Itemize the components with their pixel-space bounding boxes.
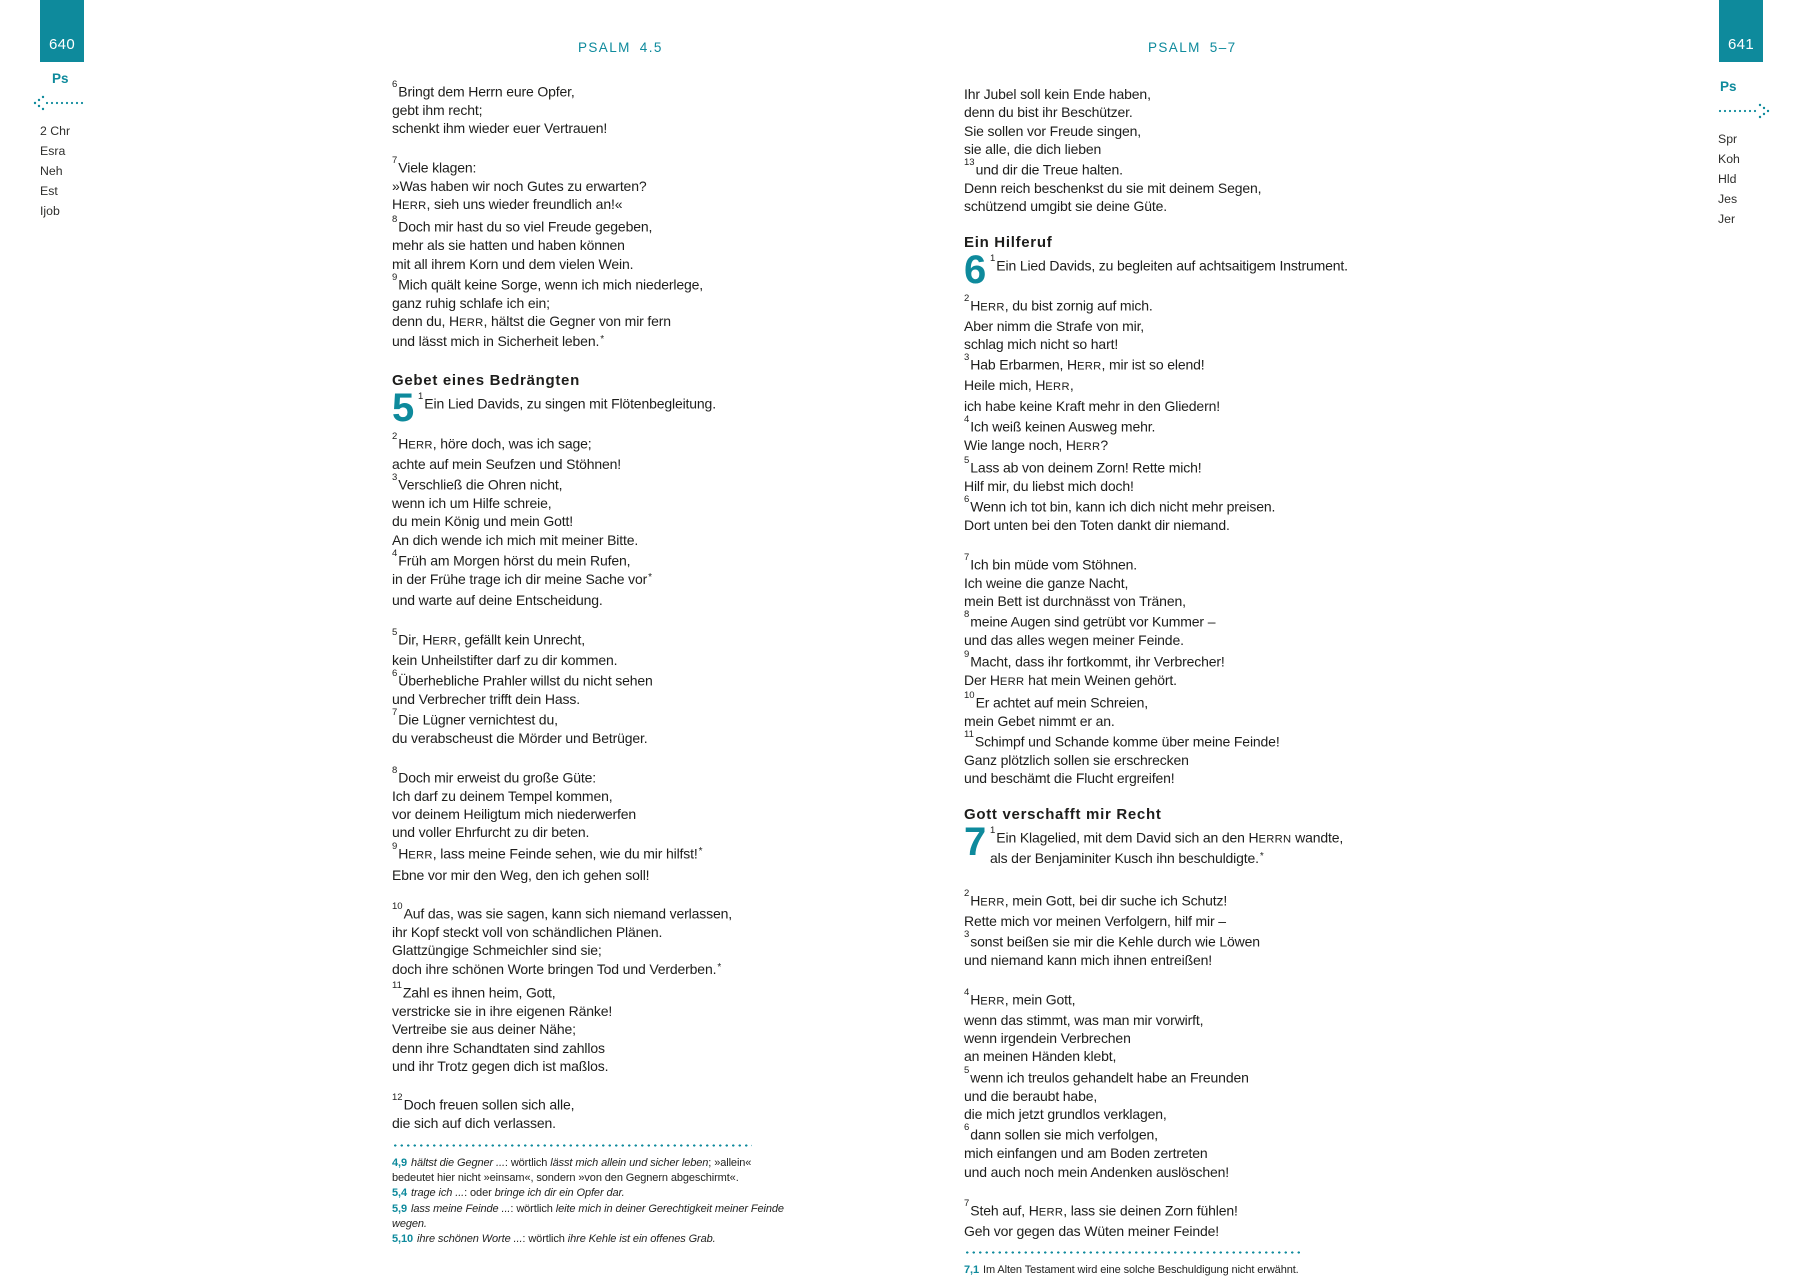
verse-number: 6 <box>392 79 398 90</box>
verse-line: $^8$Doch mir hast du so viel Freude gegeben, <box>392 214 653 236</box>
verse-number: 2 <box>392 430 398 442</box>
footnote <box>964 1263 1364 1278</box>
stanza <box>392 1093 792 1132</box>
stanza <box>392 628 792 748</box>
verse-line: An dich wende ich mich mit meiner Bitte. <box>392 531 639 548</box>
footnote <box>392 1186 792 1201</box>
footnote <box>392 1202 792 1233</box>
verse-number: 9 <box>392 840 398 852</box>
footnotes <box>392 1156 792 1248</box>
footnote-star: * <box>717 961 722 973</box>
verse-line: doch ihre schönen Worte bringen Tod und Verderben.* <box>392 960 722 977</box>
divine-name-smallcaps: ERR <box>980 995 1005 1008</box>
sidebar-book: Koh <box>1718 152 1740 166</box>
verse-number: 6 <box>964 1122 970 1134</box>
verse-line: »Was haben wir noch Gutes zu erwarten? <box>392 177 647 194</box>
divine-name-smallcaps: ERR <box>1075 440 1101 453</box>
verse-line: $^1$Ein Lied Davids, zu singen mit Flötenbegleitung. <box>418 390 716 412</box>
verse-line: Hilf mir, du liebst mich doch! <box>964 478 1134 495</box>
verse-number: 1 <box>418 390 424 402</box>
verse-line: $^2$HERR, mein Gott, bei dir suche ich Schutz! <box>964 888 1228 909</box>
verse-number: 4 <box>964 413 970 425</box>
verse-line: die mich jetzt grundlos verklagen, <box>964 1106 1167 1122</box>
stanza <box>964 294 1364 535</box>
verse-line: $^1$Ein Lied Davids, zu begleiten auf achtsaitigem Instrument. <box>990 252 1348 274</box>
verse-line: $^5$Dir, HERR, gefällt kein Unrecht, <box>392 626 585 648</box>
verse-line: Ihr Jubel soll kein Ende haben, <box>964 86 1151 102</box>
header-book-label: PSALM <box>578 40 631 55</box>
verse-line: mehr als sie hatten und haben können <box>392 237 625 254</box>
verse-line: $^{13}$und dir die Treue halten. <box>964 157 1123 178</box>
verse-number: 2 <box>964 888 970 900</box>
sidebar-book: Neh <box>40 164 63 178</box>
verse-line: $^2$HERR, höre doch, was ich sage; <box>392 430 592 452</box>
verse-line: verstricke sie in ihre eigenen Ränke! <box>392 1003 613 1019</box>
verse-line: in der Frühe trage ich dir meine Sache vor* <box>392 570 652 587</box>
footnote-text: : wörtlich <box>522 1233 568 1246</box>
chapter-block <box>964 819 1364 870</box>
verse-line: $^7$Steh auf, HERR, lass sie deinen Zorn fühlen! <box>964 1198 1238 1219</box>
sidebar-left <box>40 72 110 221</box>
sidebar-book-list <box>40 121 110 221</box>
sidebar-current-book: Ps <box>52 71 69 86</box>
running-header-left <box>578 40 663 55</box>
verse-line: du verabscheust die Mörder und Betrüger. <box>392 730 648 747</box>
verse-number: 4 <box>392 547 398 559</box>
psalm-heading: Ein Hilferuf <box>964 234 1053 252</box>
verse-line: schenkt ihm wieder euer Vertrauen! <box>392 120 608 137</box>
verse-number: 10 <box>392 901 403 913</box>
sidebar-book: Esra <box>40 144 66 158</box>
page-number-box-right <box>1719 0 1763 62</box>
divine-name-smallcaps: ERRN <box>1258 833 1292 846</box>
divine-name-smallcaps: ERR <box>980 301 1005 314</box>
header-psalm-range: 5–7 <box>1209 40 1237 55</box>
verse-line: $^{10}$Auf das, was sie sagen, kann sich niemand verlassen, <box>392 901 732 922</box>
divine-name-smallcaps: ERR <box>1038 1206 1064 1219</box>
verse-number: 7 <box>964 1198 970 1210</box>
stanza <box>964 1199 1364 1240</box>
text-column-right <box>964 85 1364 1279</box>
verse-number: 3 <box>392 472 398 484</box>
verse-line: und niemand kann mich ihnen entreißen! <box>964 952 1213 969</box>
verse-line: und Verbrecher trifft dein Hass. <box>392 690 580 707</box>
verse-line: du mein König und mein Gott! <box>392 513 574 530</box>
verse-line: wenn irgendein Verbrechen <box>964 1030 1131 1047</box>
sidebar-book: 2 Chr <box>40 124 71 138</box>
sidebar-book: Est <box>40 184 58 198</box>
stanza <box>964 553 1364 788</box>
verse-number: 7 <box>392 707 398 719</box>
verse-line: $^{10}$Er achtet auf mein Schreien, <box>964 689 1149 711</box>
footnote-ref: 4,9 <box>392 1156 407 1169</box>
footnote-text: leite mich in deiner Gerechtigkeit meiner Feinde wegen. <box>392 1202 784 1230</box>
footnote-text: Im Alten Testament wird eine solche Beschuldigung nicht erwähnt. <box>983 1264 1299 1277</box>
verse-line: gebt ihm recht; <box>392 101 483 118</box>
chapter-number: 5 <box>392 385 415 430</box>
verse-number: 5 <box>964 1064 970 1076</box>
sidebar-current-book: Ps <box>1720 79 1737 94</box>
verse-line: Wie lange noch, HERR? <box>964 436 1109 453</box>
page-number: 641 <box>1728 36 1754 53</box>
verse-line: Der HERR hat mein Weinen gehört. <box>964 671 1177 688</box>
stanza <box>392 80 792 138</box>
verse-line: $^7$Ich bin müde vom Stöhnen. <box>964 551 1137 573</box>
stanza <box>964 988 1364 1181</box>
verse-line: Aber nimm die Strafe von mir, <box>964 317 1145 334</box>
verse-number: 1 <box>990 252 996 264</box>
verse-line: mit all ihrem Korn und dem vielen Wein. <box>392 255 634 272</box>
sidebar-right <box>1718 80 1788 229</box>
footnote-star: * <box>698 846 703 858</box>
verse-line: die sich auf dich verlassen. <box>392 1115 556 1132</box>
divine-name-smallcaps: ERR <box>980 896 1005 909</box>
verse-line: HERR, sieh uns wieder freundlich an!« <box>392 196 623 213</box>
verse-line: $^9$Mich quält keine Sorge, wenn ich mich niederlege, <box>392 271 704 293</box>
verse-line: Ganz plötzlich sollen sie erschrecken <box>964 752 1189 769</box>
verse-line: $^5$Lass ab von deinem Zorn! Rette mich! <box>964 455 1202 476</box>
footnote-ref: 5,4 <box>392 1187 407 1200</box>
verse-line: Rette mich vor meinen Verfolgern, hilf mir – <box>964 913 1226 930</box>
verse-line: Geh vor gegen das Wüten meiner Feinde! <box>964 1223 1220 1240</box>
verse-line: $^3$Verschließ die Ohren nicht, <box>392 472 563 493</box>
footnote <box>392 1232 792 1247</box>
verse-line: $^5$wenn ich treulos gehandelt habe an Freunden <box>964 1064 1249 1086</box>
verse-line: denn du bist ihr Beschützer. <box>964 104 1133 121</box>
verse-line: $^4$Ich weiß keinen Ausweg mehr. <box>964 413 1156 435</box>
verse-number: 8 <box>392 214 398 226</box>
verse-number: 5 <box>964 455 970 467</box>
verse-line: als der Benjaminiter Kusch ihn beschuldigte.* <box>990 849 1264 866</box>
verse-line: mein Gebet nimmt er an. <box>964 712 1115 729</box>
footnote-star: * <box>1259 850 1264 862</box>
verse-number: 9 <box>392 271 398 283</box>
divine-name-smallcaps: ERR <box>432 635 457 648</box>
footnote-star: * <box>648 571 652 583</box>
footnote-ref: 5,9 <box>392 1202 407 1215</box>
chapter-block <box>392 385 792 430</box>
verse-line: und beschämt die Flucht ergreifen! <box>964 770 1175 787</box>
footnote <box>392 1156 792 1187</box>
verse-line: und auch noch mein Andenken auslöschen! <box>964 1163 1230 1180</box>
sidebar-book-list <box>1718 129 1788 229</box>
footnote-text: lass meine Feinde ... <box>411 1202 511 1215</box>
verse-line: achte auf mein Seufzen und Stöhnen! <box>392 455 622 472</box>
divine-name-smallcaps: ERR <box>408 439 433 452</box>
verse-line: $^8$Doch mir erweist du große Güte: <box>392 764 596 786</box>
footnote-text: hältst die Gegner ... <box>411 1156 505 1169</box>
verse-line: $^6$Bringt dem Herrn eure Opfer, <box>392 79 575 100</box>
footnotes <box>964 1263 1364 1278</box>
psalm-heading: Gott verschafft mir Recht <box>964 806 1162 824</box>
chapter-number: 6 <box>964 247 987 292</box>
verse-line: Denn reich beschenkst du sie mit deinem Segen, <box>964 180 1262 197</box>
stanza <box>392 156 792 354</box>
bible-position-marker-icon <box>33 95 85 111</box>
verse-line: mein Bett ist durchnässt von Tränen, <box>964 593 1186 610</box>
footnote-ref: 7,1 <box>964 1264 979 1277</box>
footnote-text: ihre schönen Worte ... <box>417 1233 523 1246</box>
verse-line: ich habe keine Kraft mehr in den Gliedern! <box>964 397 1220 414</box>
verse-line: $^{11}$Schimpf und Schande komme über meine Feinde! <box>964 729 1280 750</box>
verse-number: 7 <box>392 154 398 166</box>
text-column-left <box>392 80 792 1248</box>
verse-number: 1 <box>990 824 996 836</box>
verse-line: vor deinem Heiligtum mich niederwerfen <box>392 806 637 823</box>
verse-line: $^1$Ein Klagelied, mit dem David sich an den HERRN wandte, <box>990 824 1344 846</box>
verse-line: an meinen Händen klebt, <box>964 1048 1117 1065</box>
footnote-text: ; »allein« bedeutet hier nicht »einsam«, sondern »von den Gegnern abgeschirmt«. <box>392 1156 752 1185</box>
chapter-block <box>964 247 1364 292</box>
verse-line: denn du, HERR, hältst die Gegner von mir fern <box>392 313 671 330</box>
footnote-separator-dots <box>392 1144 752 1147</box>
verse-number: 3 <box>964 929 970 941</box>
verse-line: $^{12}$Doch freuen sollen sich alle, <box>392 1092 575 1114</box>
verse-line: Vertreibe sie aus deiner Nähe; <box>392 1021 576 1038</box>
footnote-ref: 5,10 <box>392 1233 414 1246</box>
verse-number: 8 <box>392 764 398 776</box>
stanza <box>964 85 1364 216</box>
verse-number: 3 <box>964 352 970 364</box>
verse-line: $^6$Wenn ich tot bin, kann ich dich nicht mehr preisen. <box>964 494 1276 516</box>
verse-number: 13 <box>964 157 975 169</box>
footnote-text: : wörtlich <box>504 1156 551 1169</box>
verse-line: Sie sollen vor Freude singen, <box>964 122 1141 139</box>
verse-line: $^{11}$Zahl es ihnen heim, Gott, <box>392 980 556 1001</box>
chapter-number: 7 <box>964 819 987 864</box>
verse-number: 9 <box>964 648 970 660</box>
page-number: 640 <box>49 36 75 53</box>
sidebar-book: Jes <box>1718 192 1738 206</box>
verse-line: $^7$Die Lügner vernichtest du, <box>392 707 558 728</box>
running-header-right <box>1148 40 1237 55</box>
footnote-separator-dots <box>964 1251 1300 1254</box>
footnote-star: * <box>600 334 604 346</box>
verse-line: $^3$Hab Erbarmen, HERR, mir ist so elend! <box>964 352 1205 373</box>
verse-number: 4 <box>964 986 970 998</box>
sidebar-book: Spr <box>1718 132 1738 146</box>
page-number-box-left <box>40 0 84 62</box>
verse-line: und das alles wegen meiner Feinde. <box>964 632 1184 649</box>
verse-line: schlag mich nicht so hart! <box>964 336 1119 353</box>
verse-line: $^9$Macht, dass ihr fortkommt, ihr Verbrecher! <box>964 648 1225 670</box>
divine-name-smallcaps: ERR <box>1045 381 1070 394</box>
bible-position-marker-icon <box>1718 103 1770 119</box>
header-book-label: PSALM <box>1148 40 1201 55</box>
verse-line: Glattzüngige Schmeichler sind sie; <box>392 942 602 959</box>
stanza <box>392 766 792 884</box>
verse-line: und voller Ehrfurcht zu dir beten. <box>392 824 590 841</box>
stanza <box>392 902 792 1075</box>
verse-number: 7 <box>964 551 970 563</box>
verse-line: Ebne vor mir den Weg, den ich gehen soll! <box>392 866 650 883</box>
divine-name-smallcaps: ERR <box>401 200 427 213</box>
verse-line: $^6$Überhebliche Prahler willst du nicht sehen <box>392 668 653 689</box>
verse-number: 6 <box>392 668 398 680</box>
verse-line: Ich weine die ganze Nacht, <box>964 574 1129 591</box>
verse-line: $^2$HERR, du bist zornig auf mich. <box>964 292 1153 314</box>
footnote-text: lässt mich allein und sicher leben <box>550 1156 709 1169</box>
verse-line: $^8$meine Augen sind getrübt vor Kummer – <box>964 609 1216 631</box>
verse-line: kein Unheilstifter darf zu dir kommen. <box>392 651 618 668</box>
verse-line: wenn das stimmt, was man mir vorwirft, <box>964 1011 1204 1028</box>
divine-name-smallcaps: ERR <box>1076 360 1102 373</box>
sidebar-book: Ijob <box>40 204 60 218</box>
divine-name-smallcaps: ERR <box>459 317 484 330</box>
verse-line: und lässt mich in Sicherheit leben.* <box>392 333 604 350</box>
verse-number: 6 <box>964 494 970 506</box>
header-psalm-range: 4.5 <box>639 40 663 55</box>
stanza <box>392 432 792 610</box>
verse-number: 11 <box>392 980 402 992</box>
footnote-text: ihre Kehle ist ein offenes Grab. <box>567 1233 716 1246</box>
verse-line: Heile mich, HERR, <box>964 377 1074 394</box>
verse-line: ihr Kopf steckt voll von schändlichen Plänen. <box>392 924 663 941</box>
verse-line: $^7$Viele klagen: <box>392 154 477 176</box>
footnote-text: : oder <box>464 1187 495 1200</box>
footnote-text: : wörtlich <box>510 1202 556 1215</box>
verse-line: Dort unten bei den Toten dankt dir niemand. <box>964 517 1230 534</box>
verse-line: $^3$sonst beißen sie mir die Kehle durch wie Löwen <box>964 929 1260 951</box>
verse-line: und ihr Trotz gegen dich ist maßlos. <box>392 1057 609 1074</box>
psalm-heading: Gebet eines Bedrängten <box>392 372 580 390</box>
verse-line: denn ihre Schandtaten sind zahllos <box>392 1039 605 1056</box>
verse-line: schützend umgibt sie deine Güte. <box>964 198 1167 215</box>
verse-line: $^9$HERR, lass meine Feinde sehen, wie du mir hilfst!* <box>392 840 703 862</box>
verse-line: mich einfangen und am Boden zertreten <box>964 1145 1208 1162</box>
divine-name-smallcaps: ERR <box>408 849 433 862</box>
footnote-text: bringe ich dir ein Opfer dar. <box>494 1187 625 1200</box>
verse-line: und warte auf deine Entscheidung. <box>392 592 603 609</box>
verse-line: $^4$HERR, mein Gott, <box>964 986 1076 1008</box>
verse-line: wenn ich um Hilfe schreie, <box>392 495 552 512</box>
verse-number: 11 <box>964 729 974 741</box>
footnote-text: trage ich ... <box>411 1187 465 1200</box>
verse-number: 5 <box>392 626 398 638</box>
divine-name-smallcaps: ERR <box>999 675 1025 688</box>
verse-line: und die beraubt habe, <box>964 1087 1098 1104</box>
verse-number: 8 <box>964 609 970 621</box>
sidebar-book: Jer <box>1718 212 1736 226</box>
verse-line: sie alle, die dich lieben <box>964 140 1102 157</box>
verse-line: Ich darf zu deinem Tempel kommen, <box>392 787 613 804</box>
verse-number: 10 <box>964 689 975 701</box>
verse-number: 2 <box>964 292 970 304</box>
verse-number: 12 <box>392 1092 403 1104</box>
verse-line: $^4$Früh am Morgen hörst du mein Rufen, <box>392 547 631 569</box>
verse-line: ganz ruhig schlafe ich ein; <box>392 294 550 311</box>
verse-line: $^6$dann sollen sie mich verfolgen, <box>964 1122 1158 1143</box>
sidebar-book: Hld <box>1718 172 1737 186</box>
stanza <box>964 889 1364 970</box>
